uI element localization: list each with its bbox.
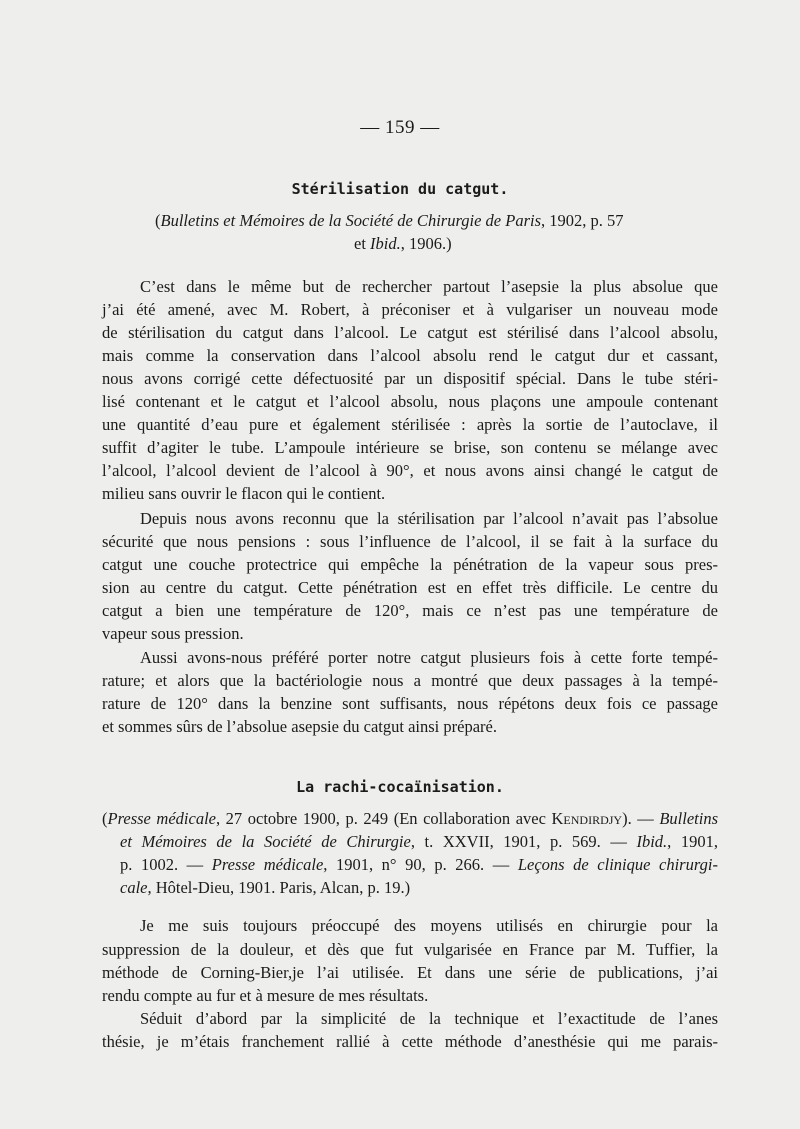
section2-line: méthode de Corning-Bier,je l’ai utilisée. Et dans une série de publications, j’ai <box>102 963 718 982</box>
section1-line: lisé contenant et le catgut et l’alcool absolu, nous plaçons une ampoule contenant <box>102 392 718 411</box>
section1-source-line1: (Bulletins et Mémoires de la Société de Chirurgie de Paris, 1902, p. 57 <box>155 211 624 230</box>
section1-line: mais comme la conservation dans l’alcool absolu rend le catgut dur et cassant, <box>102 346 718 365</box>
section1-line: une quantité d’eau pure et également stérilisée : après la sortie de l’autoclave, il <box>102 415 718 434</box>
section1-line: suffit d’agiter le tube. L’ampoule intérieure se brise, son contenu se mélange avec <box>102 438 718 457</box>
section1-line: rature; et alors que la bactériologie nous a montré que deux passages à la tempé- <box>102 671 718 690</box>
section2-source-line: p. 1002. — Presse médicale, 1901, n° 90, p. 266. — Leçons de clinique chirurgi- <box>120 855 718 874</box>
section1-source-line2: et Ibid., 1906.) <box>354 234 452 253</box>
section1-line: catgut une couche protectrice qui empêche la pénétration de la vapeur sous pres- <box>102 555 718 574</box>
section2-line: suppression de la douleur, et dès que fut vulgarisée en France par M. Tuffier, la <box>102 940 718 959</box>
section2-line: thésie, je m’étais franchement rallié à cette méthode d’anesthésie qui me parais- <box>102 1032 718 1051</box>
section1-line: j’ai été amené, avec M. Robert, à préconiser et à vulgariser un nouveau mode <box>102 300 718 319</box>
section1-line: Depuis nous avons reconnu que la stérilisation par l’alcool n’avait pas l’absolue <box>140 509 718 528</box>
section1-line: catgut a bien une température de 120°, mais ce n’est pas une température de <box>102 601 718 620</box>
section1-line: C’est dans le même but de rechercher partout l’asepsie la plus absolue que <box>140 277 718 296</box>
section1-line: de stérilisation du catgut dans l’alcool. Le catgut est stérilisé dans l’alcool absolu, <box>102 323 718 342</box>
section-title-rachi-cocainisation: La rachi-cocaïnisation. <box>296 778 504 796</box>
section1-line: sion au centre du catgut. Cette pénétration est en effet très difficile. Le centre du <box>102 578 718 597</box>
section1-line: et sommes sûrs de l’absolue asepsie du catgut ainsi préparé. <box>102 717 497 736</box>
section2-line: Séduit d’abord par la simplicité de la technique et l’exactitude de l’anes <box>140 1009 718 1028</box>
section1-line: rature de 120° dans la benzine sont suffisants, nous répétons deux fois ce passage <box>102 694 718 713</box>
section2-line: rendu compte au fur et à mesure de mes résultats. <box>102 986 429 1005</box>
section1-line: milieu sans ouvrir le flacon qui le contient. <box>102 484 386 503</box>
section1-line: nous avons corrigé cette défectuosité par un dispositif spécial. Dans le tube stéri- <box>102 369 718 388</box>
section2-line: Je me suis toujours préoccupé des moyens utilisés en chirurgie pour la <box>140 916 718 935</box>
section1-line: vapeur sous pression. <box>102 624 244 643</box>
section2-source-line: et Mémoires de la Société de Chirurgie, t. XXVII, 1901, p. 569. — Ibid., 1901, <box>120 832 718 851</box>
section-title-sterilisation: Stérilisation du catgut. <box>291 180 509 198</box>
section1-line: sécurité que nous pensions : sous l’influence de l’alcool, il se fait à la surface du <box>102 532 718 551</box>
section1-line: Aussi avons-nous préféré porter notre catgut plusieurs fois à cette forte tempé- <box>140 648 718 667</box>
section2-source-line: (Presse médicale, 27 octobre 1900, p. 249 (En collaboration avec Kendirdjy). — Bulletins <box>102 809 719 828</box>
section2-source-line: cale, Hôtel-Dieu, 1901. Paris, Alcan, p. 19.) <box>120 878 411 897</box>
section1-line: l’alcool, l’alcool devient de l’alcool à 90°, et nous avons ainsi changé le catgut de <box>102 461 718 480</box>
page-number: — 159 — <box>360 117 440 138</box>
